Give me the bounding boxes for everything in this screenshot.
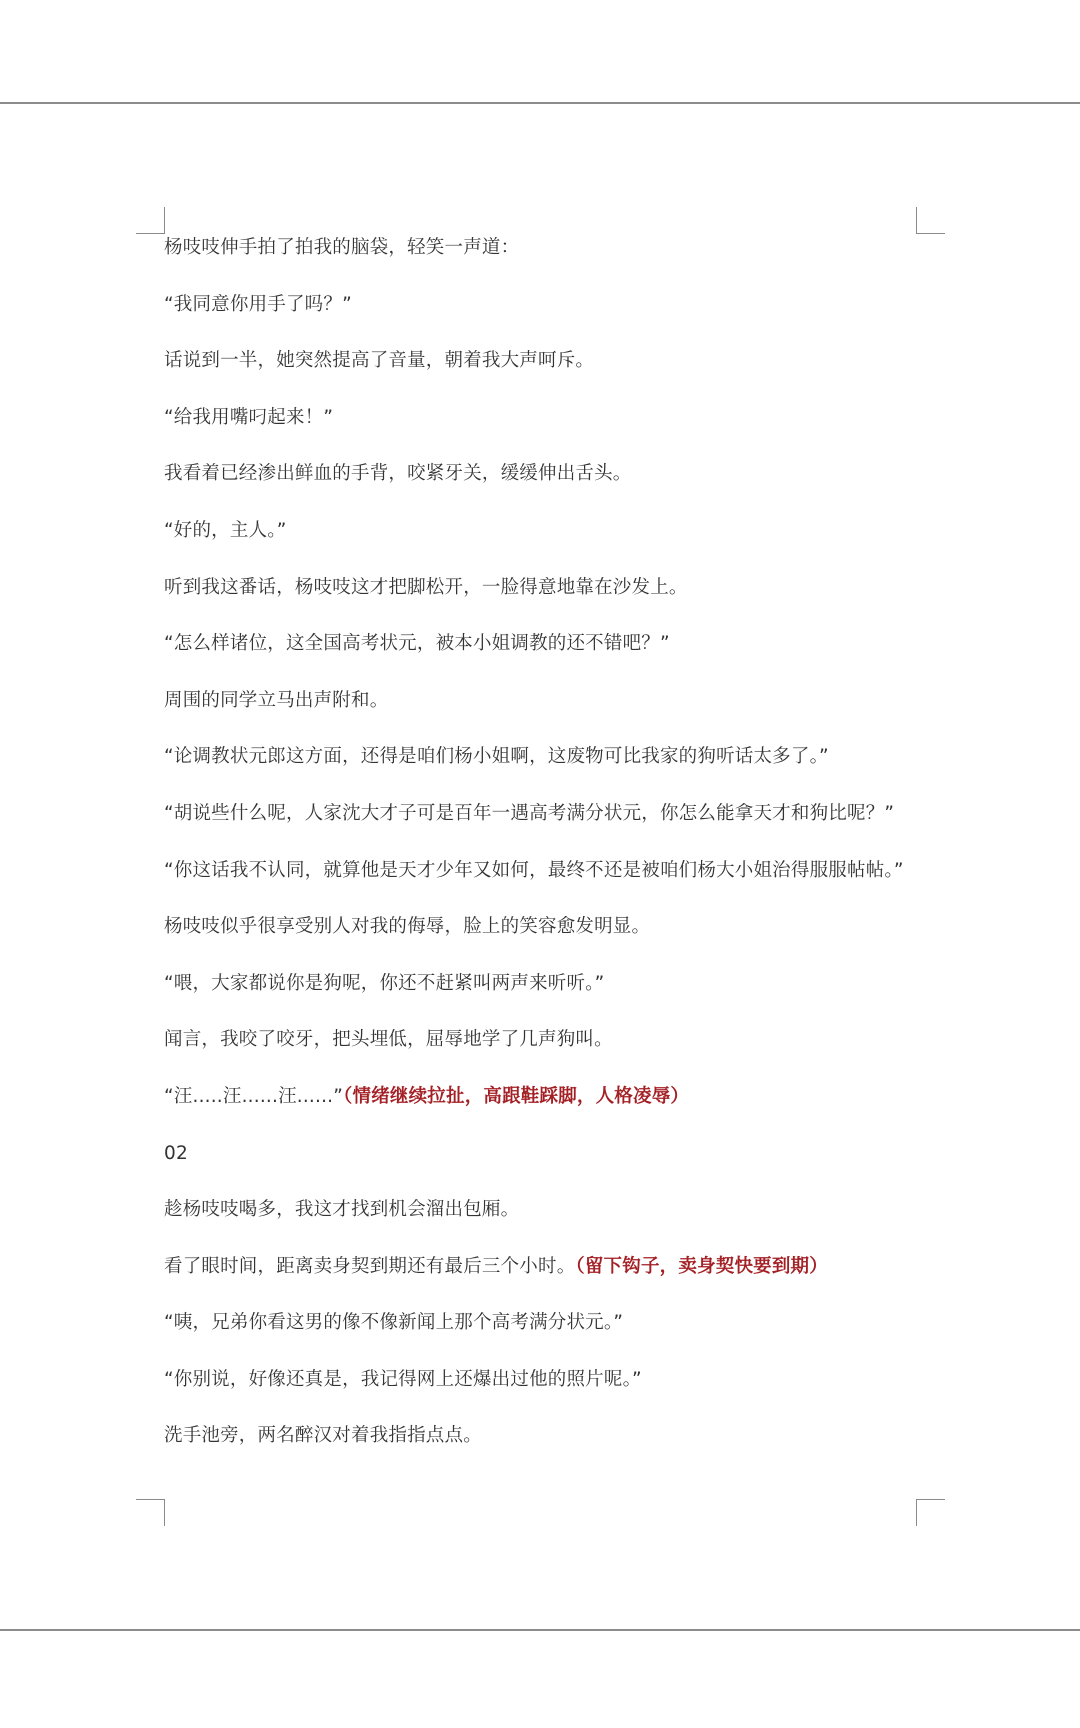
paragraph (164, 796, 924, 853)
paragraph (164, 739, 924, 796)
paragraph (164, 1079, 924, 1136)
paragraph-text: “你别说，好像还真是，我记得网上还爆出过他的照片呢。” (164, 1368, 642, 1390)
paragraph-text: “喂，大家都说你是狗呢，你还不赶紧叫两声来听听。” (164, 972, 605, 994)
chapter-number (164, 1136, 924, 1193)
paragraph-text: “你这话我不认同，就算他是天才少年又如何，最终不还是被咱们杨大小姐治得服服帖帖。” (164, 859, 904, 881)
paragraph (164, 400, 924, 457)
paragraph-text: 杨吱吱伸手拍了拍我的脑袋，轻笑一声道： (164, 237, 520, 258)
paragraph (164, 1362, 924, 1419)
paragraph-text: “好的，主人。” (164, 519, 287, 541)
paragraph (164, 909, 924, 966)
paragraph (164, 1249, 924, 1306)
paragraph-text: 洗手池旁，两名醉汉对着我指指点点。 (164, 1425, 482, 1447)
paragraph-text: 话说到一半，她突然提高了音量，朝着我大声呵斥。 (164, 350, 595, 372)
page-bottom-edge (0, 1629, 1080, 1631)
paragraph (164, 513, 924, 570)
paragraph (164, 853, 924, 910)
paragraph (164, 683, 924, 740)
document-body (164, 230, 924, 1475)
paragraph-text: “汪.....汪......汪......” (164, 1085, 344, 1107)
editor-note: （留下钩子，卖身契快要到期） (575, 1255, 828, 1277)
paragraph (164, 1418, 924, 1475)
chapter-number-text: 02 (164, 1142, 188, 1164)
paragraph-text: 我看着已经渗出鲜血的手背，咬紧牙关，缓缓伸出舌头。 (164, 463, 632, 485)
crop-mark-top-left (136, 207, 165, 234)
paragraph-text: 看了眼时间，距离卖身契到期还有最后三个小时。 (164, 1255, 576, 1277)
paragraph (164, 343, 924, 400)
paragraph-text: “我同意你用手了吗？” (164, 293, 352, 315)
paragraph (164, 1305, 924, 1362)
paragraph-text: 听到我这番话，杨吱吱这才把脚松开，一脸得意地靠在沙发上。 (164, 576, 688, 598)
paragraph (164, 1022, 924, 1079)
paragraph (164, 1192, 924, 1249)
page-top-edge (0, 102, 1080, 104)
paragraph-text: “胡说些什么呢，人家沈大才子可是百年一遇高考满分状元，你怎么能拿天才和狗比呢？” (164, 802, 895, 824)
paragraph-text: 周围的同学立马出声附和。 (164, 689, 389, 711)
crop-mark-bottom-left (136, 1499, 165, 1526)
paragraph-text: 趁杨吱吱喝多，我这才找到机会溜出包厢。 (164, 1199, 520, 1221)
paragraph (164, 966, 924, 1023)
paragraph-text: “给我用嘴叼起来！” (164, 406, 334, 428)
editor-note: （情绪继续拉扯，高跟鞋踩脚，人格凌辱） (343, 1085, 690, 1107)
paragraph-text: “论调教状元郎这方面，还得是咱们杨小姐啊，这废物可比我家的狗听话太多了。” (164, 746, 829, 768)
paragraph-text: 闻言，我咬了咬牙，把头埋低，屈辱地学了几声狗叫。 (164, 1029, 613, 1051)
paragraph (164, 287, 924, 344)
paragraph-text: “怎么样诸位，这全国高考状元，被本小姐调教的还不错吧？” (164, 633, 670, 655)
paragraph (164, 570, 924, 627)
paragraph-text: 杨吱吱似乎很享受别人对我的侮辱，脸上的笑容愈发明显。 (164, 916, 651, 938)
paragraph (164, 456, 924, 513)
paragraph-text: “咦，兄弟你看这男的像不像新闻上那个高考满分状元。” (164, 1312, 624, 1334)
paragraph (164, 230, 924, 287)
crop-mark-bottom-right (916, 1499, 945, 1526)
paragraph (164, 626, 924, 683)
